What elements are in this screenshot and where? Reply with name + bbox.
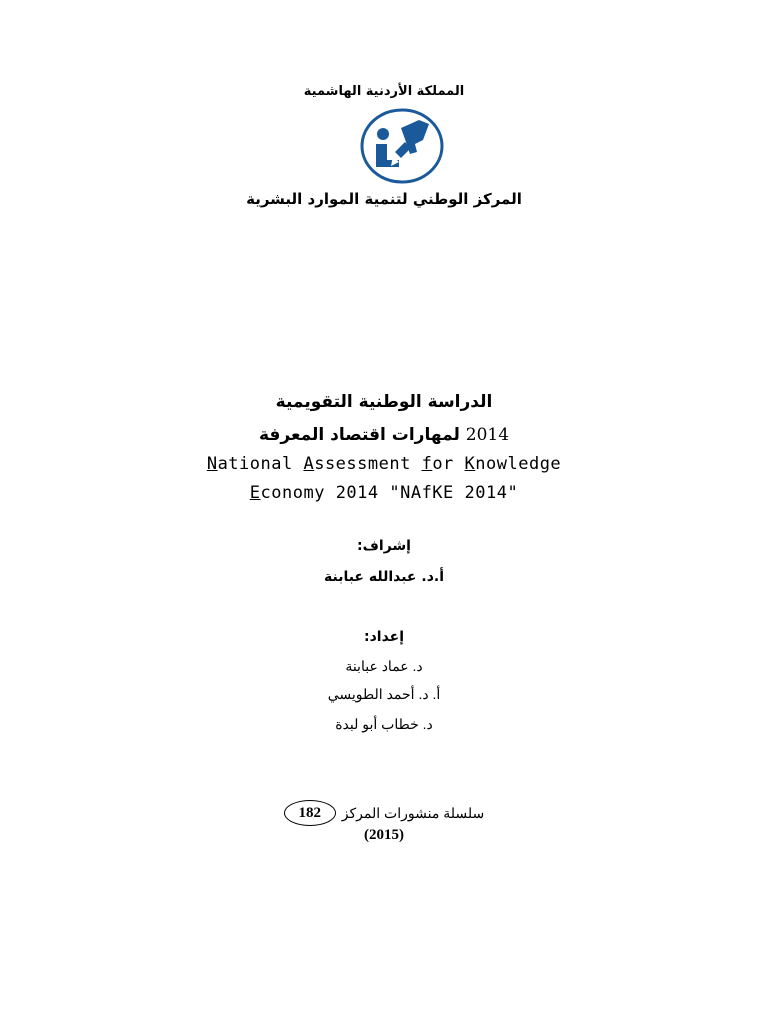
kingdom-name: المملكة الأردنية الهاشمية: [303, 84, 465, 99]
author-3: د. خطاب أبو لبدة: [335, 716, 433, 732]
initial-n: N: [206, 454, 218, 474]
publication-year: (2015): [364, 827, 404, 843]
text-nowledge: nowledge: [475, 454, 562, 474]
study-title-arabic: الدراسة الوطنية التقويمية: [275, 392, 493, 412]
series-number-badge: 182: [284, 800, 336, 826]
preparation-label: إعداد:: [363, 629, 405, 645]
initial-k: K: [464, 454, 476, 474]
text-ssessment: ssessment: [314, 454, 422, 474]
text-or: or: [432, 454, 465, 474]
series-label: سلسلة منشورات المركز: [341, 804, 485, 821]
series-row: [0, 800, 768, 826]
initial-f: f: [421, 454, 433, 474]
study-subtitle-arabic: [0, 425, 768, 445]
text-conomy: conomy 2014 "NAfKE 2014": [260, 483, 519, 503]
supervisor-name: أ.د. عبدالله عبابنة: [324, 569, 444, 585]
author-2: أ. د. أحمد الطويسي: [327, 686, 441, 702]
english-title-line-2: [0, 483, 768, 503]
initial-e: E: [249, 483, 261, 503]
english-title-line-1: [0, 454, 768, 474]
subtitle-text: لمهارات اقتصاد المعرفة: [258, 425, 460, 445]
center-name: المركز الوطني لتنمية الموارد البشرية: [246, 190, 522, 208]
author-1: د. عماد عبابنة: [345, 658, 423, 674]
initial-a: A: [303, 454, 315, 474]
text-ational: ational: [217, 454, 304, 474]
supervision-label: إشراف:: [357, 538, 411, 554]
subtitle-year: 2014: [465, 425, 510, 445]
nchrd-logo-icon: [359, 108, 445, 184]
